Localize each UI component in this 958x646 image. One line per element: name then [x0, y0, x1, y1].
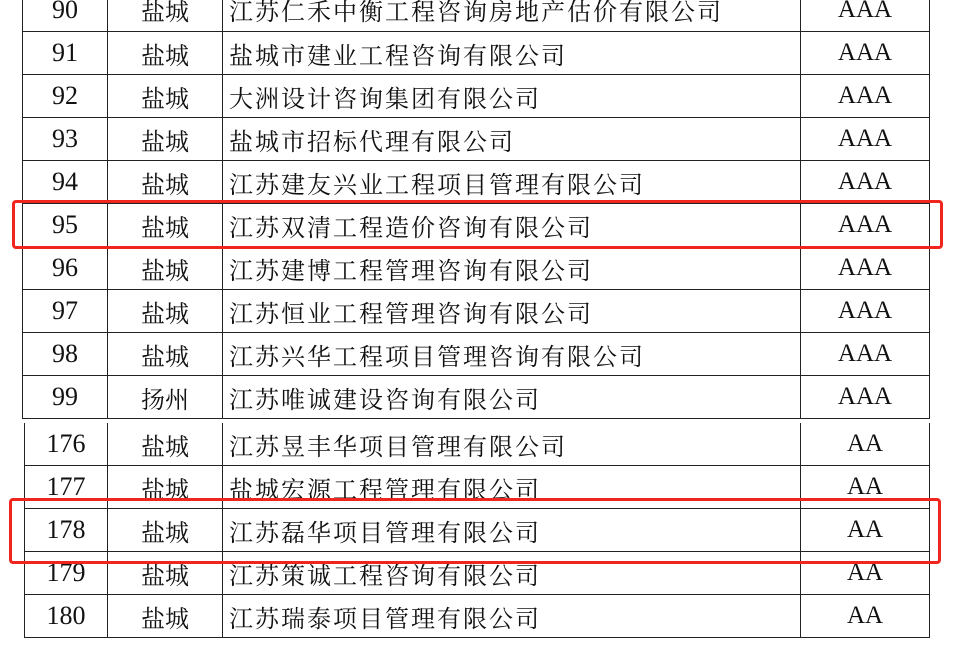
- table-row: [22, 32, 930, 75]
- row-number: 179: [24, 552, 107, 594]
- grade-cell: AAA: [800, 333, 930, 375]
- grade-cell: AA: [800, 509, 930, 551]
- company-name-cell: 江苏建博工程管理咨询有限公司: [222, 247, 800, 289]
- grade-cell: AAA: [800, 118, 930, 160]
- table-row: [22, 290, 930, 333]
- table-row: [22, 0, 930, 32]
- city-cell: 盐城: [107, 423, 222, 465]
- company-name-cell: 江苏恒业工程管理咨询有限公司: [222, 290, 800, 332]
- city-cell: 扬州: [107, 376, 222, 418]
- row-number: 99: [22, 376, 107, 418]
- company-name-cell: 盐城市建业工程咨询有限公司: [222, 32, 800, 74]
- grade-cell: AA: [800, 423, 930, 465]
- row-number: 180: [24, 595, 107, 637]
- city-cell: 盐城: [107, 333, 222, 375]
- grade-cell: AAA: [800, 247, 930, 289]
- row-number: 94: [22, 161, 107, 203]
- city-cell: 盐城: [107, 32, 222, 74]
- grade-cell: AA: [800, 552, 930, 594]
- row-number: 97: [22, 290, 107, 332]
- table-row: [22, 333, 930, 376]
- table-row: [22, 161, 930, 204]
- company-name-cell: 江苏昱丰华项目管理有限公司: [222, 423, 800, 465]
- grade-cell: AAA: [800, 75, 930, 117]
- company-name-cell: 江苏策诚工程咨询有限公司: [222, 552, 800, 594]
- city-cell: 盐城: [107, 552, 222, 594]
- row-number: 96: [22, 247, 107, 289]
- city-cell: 盐城: [107, 118, 222, 160]
- highlight-box-row-95: [12, 200, 943, 249]
- company-name-cell: 江苏仁禾中衡工程咨询房地产估价有限公司: [222, 0, 800, 31]
- city-cell: 盐城: [107, 466, 222, 508]
- city-cell: 盐城: [107, 247, 222, 289]
- table-row: [22, 247, 930, 290]
- company-name-cell: 江苏唯诚建设咨询有限公司: [222, 376, 800, 418]
- company-name-cell: 盐城宏源工程管理有限公司: [222, 466, 800, 508]
- company-name-cell: 江苏磊华项目管理有限公司: [222, 509, 800, 551]
- city-cell: 盐城: [107, 161, 222, 203]
- row-number: 176: [24, 423, 107, 465]
- table-row: [22, 75, 930, 118]
- row-number: 95: [22, 204, 107, 246]
- grade-cell: AAA: [800, 376, 930, 418]
- grade-cell: AAA: [800, 32, 930, 74]
- company-name-cell: 江苏瑞泰项目管理有限公司: [222, 595, 800, 637]
- table-row: [22, 118, 930, 161]
- company-name-cell: 江苏双清工程造价咨询有限公司: [222, 204, 800, 246]
- table-row: [24, 423, 930, 466]
- row-number: 177: [24, 466, 107, 508]
- city-cell: 盐城: [107, 290, 222, 332]
- grade-cell: AA: [800, 595, 930, 637]
- city-cell: 盐城: [107, 204, 222, 246]
- grade-cell: AAA: [800, 204, 930, 246]
- table-row: [24, 595, 930, 638]
- grade-cell: AAA: [800, 161, 930, 203]
- grade-cell: AA: [800, 466, 930, 508]
- city-cell: 盐城: [107, 509, 222, 551]
- company-name-cell: 江苏兴华工程项目管理咨询有限公司: [222, 333, 800, 375]
- row-number: 90: [22, 0, 107, 31]
- row-number: 178: [24, 509, 107, 551]
- row-number: 92: [22, 75, 107, 117]
- company-name-cell: 盐城市招标代理有限公司: [222, 118, 800, 160]
- city-cell: 盐城: [107, 75, 222, 117]
- company-name-cell: 江苏建友兴业工程项目管理有限公司: [222, 161, 800, 203]
- company-name-cell: 大洲设计咨询集团有限公司: [222, 75, 800, 117]
- row-number: 91: [22, 32, 107, 74]
- city-cell: 盐城: [107, 0, 222, 31]
- row-number: 98: [22, 333, 107, 375]
- grade-cell: AAA: [800, 0, 930, 31]
- city-cell: 盐城: [107, 595, 222, 637]
- highlight-box-row-178: [9, 498, 941, 564]
- grade-cell: AAA: [800, 290, 930, 332]
- row-number: 93: [22, 118, 107, 160]
- table-row: [22, 376, 930, 419]
